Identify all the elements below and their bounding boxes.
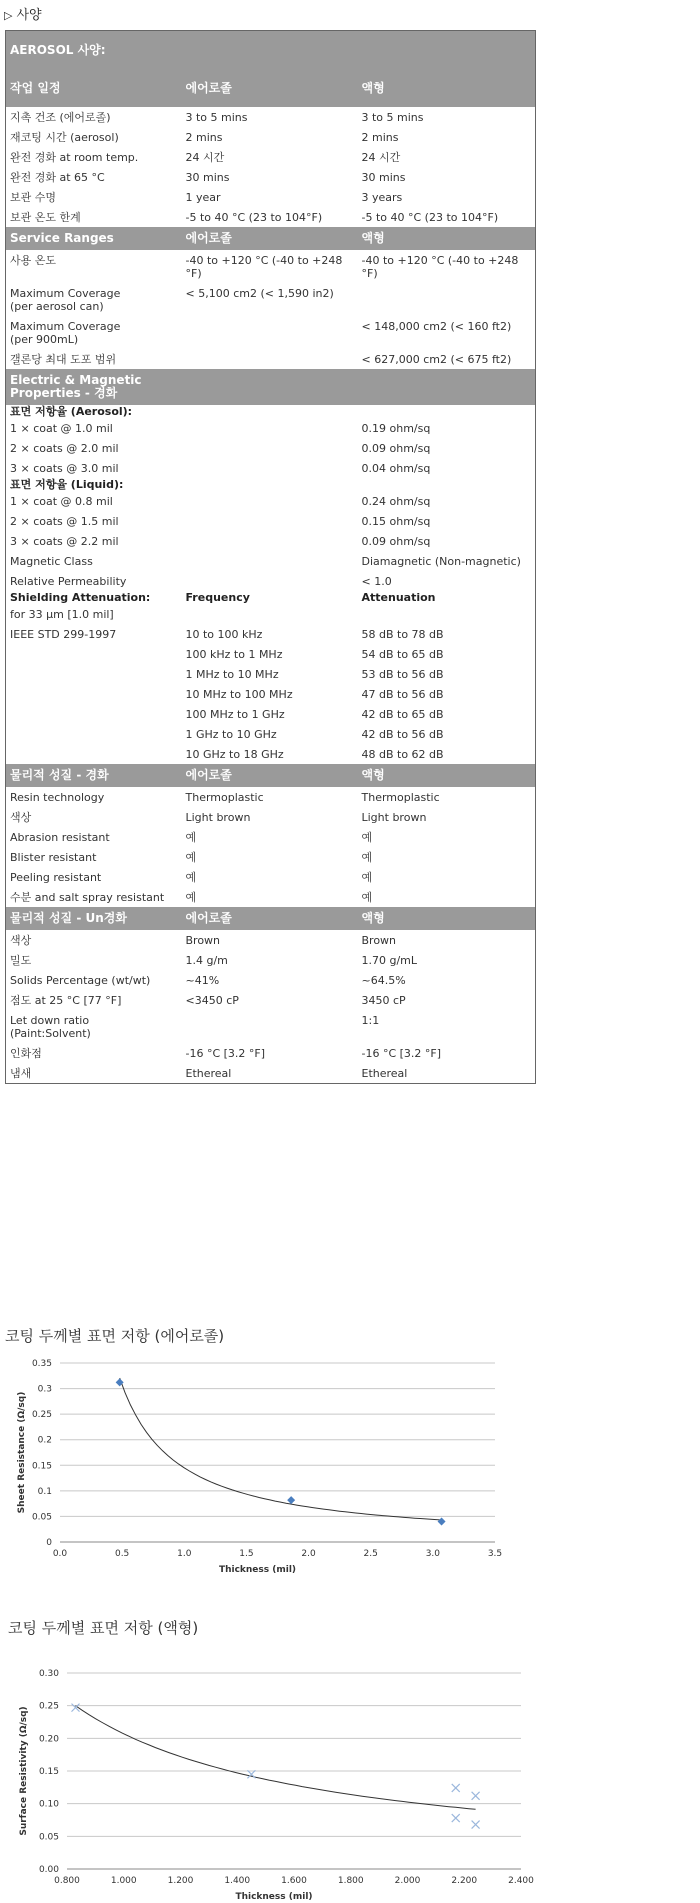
spec-liquid-value: Brown — [361, 934, 397, 947]
y-tick-label: 0.25 — [31, 1410, 52, 1421]
y-tick-label: 0.05 — [31, 1512, 52, 1523]
x-tick-label: 2.000 — [394, 1876, 421, 1886]
spec-label: 점도 at 25 °C [77 °F] — [10, 994, 122, 1007]
spec-aerosol-value: 10 GHz to 18 GHz — [185, 748, 284, 761]
spec-aerosol-value — [182, 438, 358, 458]
y-tick-label: 0.00 — [38, 1865, 59, 1875]
spec-aerosol-value — [182, 31, 358, 70]
x-tick-label: 1.000 — [110, 1876, 137, 1886]
spec-label: Resin technology — [10, 791, 105, 804]
spec-label: 완전 경화 at 65 °C — [10, 171, 105, 184]
spec-aerosol-value: 에어로졸 — [182, 764, 358, 787]
spec-aerosol-value — [182, 405, 358, 418]
spec-label: 색상 — [10, 811, 32, 824]
spec-row — [6, 511, 536, 531]
spec-row — [6, 624, 536, 644]
x-tick-label: 1.400 — [224, 1876, 251, 1886]
spec-label: Peeling resistant — [10, 871, 102, 884]
spec-label: for 33 µm [1.0 mil] — [10, 608, 114, 621]
spec-liquid-value: 42 dB to 56 dB — [361, 728, 444, 741]
spec-aerosol-value: 에어로졸 — [182, 69, 358, 107]
spec-liquid-value: 47 dB to 56 dB — [361, 688, 444, 701]
spec-liquid-value: 2 mins — [361, 131, 399, 144]
spec-aerosol-value — [182, 491, 358, 511]
spec-label: 인화점 — [10, 1047, 42, 1060]
data-point — [287, 1496, 295, 1504]
spec-liquid-value: < 1.0 — [361, 575, 392, 588]
spec-row — [6, 147, 536, 167]
spec-aerosol-value: -16 °C [3.2 °F] — [185, 1047, 266, 1060]
spec-liquid-value: 0.15 ohm/sq — [361, 515, 431, 528]
spec-aerosol-value — [182, 316, 358, 349]
spec-aerosol-value — [182, 531, 358, 551]
section-header-row — [6, 907, 536, 930]
spec-liquid-value: Attenuation — [361, 591, 436, 604]
spec-liquid-value: 0.24 ohm/sq — [361, 495, 431, 508]
data-point — [472, 1821, 480, 1829]
x-tick-label: 1.0 — [177, 1549, 192, 1559]
spec-row — [6, 664, 536, 684]
spec-row — [6, 207, 536, 227]
spec-row — [6, 127, 536, 147]
spec-label — [6, 664, 182, 684]
spec-label: Electric & Magnetic Properties - 경화 — [6, 369, 182, 405]
spec-liquid-value: 예 — [361, 891, 373, 904]
data-point — [452, 1814, 460, 1822]
spec-row — [6, 250, 536, 283]
subsection-row — [6, 405, 536, 418]
y-tick-label: 0.05 — [38, 1832, 59, 1843]
spec-aerosol-value — [182, 551, 358, 571]
spec-row — [6, 167, 536, 187]
x-tick-label: 2.400 — [508, 1876, 534, 1886]
spec-aerosol-value — [182, 349, 358, 369]
spec-liquid-value: 3 years — [361, 191, 403, 204]
spec-label: 보관 수명 — [10, 191, 57, 204]
spec-liquid-value: Light brown — [361, 811, 427, 824]
spec-liquid-value: 53 dB to 56 dB — [361, 668, 444, 681]
spec-label: Relative Permeability — [10, 575, 127, 588]
spec-liquid-value: 예 — [361, 831, 373, 844]
spec-aerosol-value: 1 GHz to 10 GHz — [185, 728, 277, 741]
spec-aerosol-value: Ethereal — [185, 1067, 232, 1080]
x-tick-label: 3.0 — [425, 1549, 441, 1559]
y-tick-label: 0.10 — [38, 1799, 59, 1810]
spec-label: Solids Percentage (wt/wt) — [10, 974, 151, 987]
spec-liquid-value: 1.70 g/mL — [361, 954, 418, 967]
spec-aerosol-value: 10 to 100 kHz — [185, 628, 263, 641]
subsection-row — [6, 478, 536, 491]
x-tick-label: 2.5 — [363, 1549, 378, 1559]
trendline — [76, 1706, 476, 1810]
spec-label: 물리적 성질 - 경화 — [6, 764, 182, 787]
spec-row — [6, 684, 536, 704]
y-tick-label: 0.15 — [31, 1461, 52, 1472]
spec-aerosol-value: 10 MHz to 100 MHz — [185, 688, 293, 701]
spec-liquid-value: 42 dB to 65 dB — [361, 708, 444, 721]
spec-liquid-value — [358, 604, 536, 624]
spec-label — [6, 644, 182, 664]
spec-label: 색상 — [10, 934, 32, 947]
spec-label: 2 × coats @ 2.0 mil — [10, 442, 119, 455]
spec-row — [6, 1010, 536, 1043]
spec-aerosol-value: 예 — [185, 831, 197, 844]
spec-aerosol-value — [182, 511, 358, 531]
spec-aerosol-value — [182, 1010, 358, 1043]
spec-aerosol-value: -40 to +120 °C (-40 to +248 °F) — [185, 254, 343, 280]
spec-liquid-value: 0.04 ohm/sq — [361, 462, 431, 475]
spec-aerosol-value: Brown — [185, 934, 221, 947]
section-header-row — [6, 227, 536, 250]
spec-aerosol-value: < 5,100 cm2 (< 1,590 in2) — [185, 287, 334, 300]
data-point — [452, 1784, 460, 1792]
x-tick-label: 1.600 — [281, 1876, 307, 1886]
spec-liquid-value: Thermoplastic — [361, 791, 440, 804]
spec-aerosol-value: -5 to 40 °C (23 to 104°F) — [185, 211, 323, 224]
spec-aerosol-value — [182, 458, 358, 478]
y-tick-label: 0.25 — [38, 1701, 59, 1712]
spec-liquid-value: 0.09 ohm/sq — [361, 442, 431, 455]
spec-aerosol-value — [182, 571, 358, 591]
spec-liquid-value: 액형 — [358, 69, 536, 107]
spec-label: 물리적 성질 - Un경화 — [6, 907, 182, 930]
spec-liquid-value: 30 mins — [361, 171, 406, 184]
spec-row — [6, 704, 536, 724]
spec-label — [6, 704, 182, 724]
spec-aerosol-value: 2 mins — [185, 131, 223, 144]
spec-toggle[interactable] — [4, 4, 42, 23]
spec-aerosol-value: 에어로졸 — [182, 227, 358, 250]
spec-liquid-value: 3 to 5 mins — [361, 111, 424, 124]
x-tick-label: 0.5 — [114, 1549, 130, 1559]
spec-liquid-value: 액형 — [358, 764, 536, 787]
trendline — [120, 1378, 442, 1520]
spec-label: Maximum Coverage (per aerosol can) — [10, 287, 121, 313]
spec-label: 보관 온도 한계 — [10, 211, 81, 224]
y-tick-label: 0 — [46, 1538, 52, 1548]
spec-liquid-value: < 627,000 cm2 (< 675 ft2) — [361, 353, 512, 366]
spec-aerosol-value — [182, 478, 358, 491]
spec-aerosol-value: 1 MHz to 10 MHz — [185, 668, 279, 681]
spec-label: Shielding Attenuation: — [10, 591, 151, 604]
y-tick-label: 0.3 — [37, 1384, 52, 1395]
spec-liquid-value: 예 — [361, 871, 373, 884]
spec-liquid-value: Diamagnetic (Non-magnetic) — [361, 555, 521, 568]
spec-label: 지촉 건조 (에어로졸) — [10, 111, 111, 124]
spec-liquid-value — [358, 283, 536, 316]
spec-label: 냄새 — [10, 1067, 32, 1080]
spec-row — [6, 807, 536, 827]
section-header-row — [6, 31, 536, 70]
x-axis-title: Thickness (mil) — [218, 1565, 297, 1575]
spec-label: 2 × coats @ 1.5 mil — [10, 515, 119, 528]
x-tick-label: 0.800 — [54, 1876, 80, 1886]
spec-label: Maximum Coverage (per 900mL) — [10, 320, 121, 346]
chart-title-aerosol: 코팅 두께별 표면 저항 (에어로졸) — [5, 1327, 225, 1345]
spec-label — [6, 744, 182, 764]
spec-aerosol-value: 24 시간 — [185, 151, 225, 164]
spec-row — [6, 458, 536, 478]
spec-row — [6, 418, 536, 438]
spec-aerosol-value: <3450 cP — [185, 994, 239, 1007]
spec-row — [6, 787, 536, 807]
x-axis-title: Thickness (mil) — [235, 1892, 313, 1902]
y-tick-label: 0.30 — [38, 1669, 59, 1679]
spec-row — [6, 950, 536, 970]
spec-aerosol-value: 예 — [185, 851, 197, 864]
spec-label: Service Ranges — [6, 227, 182, 250]
spec-aerosol-value — [182, 418, 358, 438]
spec-row — [6, 867, 536, 887]
spec-aerosol-value: 100 kHz to 1 MHz — [185, 648, 283, 661]
y-tick-label: 0.35 — [31, 1359, 52, 1369]
spec-row — [6, 1063, 536, 1084]
section-header-row — [6, 369, 536, 405]
spec-aerosol-value — [182, 369, 358, 405]
spec-liquid-value — [358, 478, 536, 491]
spec-label: 작업 일정 — [6, 69, 182, 107]
spec-liquid-value: 액형 — [358, 227, 536, 250]
spec-aerosol-value: 1.4 g/m — [185, 954, 228, 967]
y-axis-title: Sheet Resistance (Ω/sq) — [17, 1391, 27, 1514]
spec-label: 사용 온도 — [10, 254, 57, 267]
spec-row — [6, 1043, 536, 1063]
x-tick-label: 0.0 — [52, 1549, 68, 1559]
spec-row — [6, 438, 536, 458]
spec-liquid-value — [358, 369, 536, 405]
spec-label: AEROSOL 사양: — [6, 31, 182, 70]
spec-aerosol-value: 100 MHz to 1 GHz — [185, 708, 285, 721]
spec-liquid-value: 0.09 ohm/sq — [361, 535, 431, 548]
spec-label: Magnetic Class — [10, 555, 93, 568]
spec-aerosol-value: Frequency — [185, 591, 250, 604]
section-header-row — [6, 764, 536, 787]
spec-aerosol-value — [182, 604, 358, 624]
spec-row — [6, 107, 536, 127]
spec-row — [6, 744, 536, 764]
x-tick-label: 3.5 — [487, 1549, 503, 1559]
spec-label: 3 × coats @ 2.2 mil — [10, 535, 119, 548]
spec-label: 표면 저항율 (Aerosol): — [10, 405, 133, 418]
spec-liquid-value: 48 dB to 62 dB — [361, 748, 444, 761]
spec-row — [6, 316, 536, 349]
spec-aerosol-value: ~41% — [185, 974, 220, 987]
spec-label: Let down ratio (Paint:Solvent) — [10, 1014, 91, 1040]
spec-row — [6, 644, 536, 664]
spec-aerosol-value: 3 to 5 mins — [185, 111, 248, 124]
x-tick-label: 2.200 — [451, 1876, 478, 1886]
spec-label: 밀도 — [10, 954, 32, 967]
spec-liquid-value: 1:1 — [361, 1014, 380, 1027]
spec-label: 갤론당 최대 도포 범위 — [10, 353, 117, 366]
x-tick-label: 1.200 — [167, 1876, 194, 1886]
x-tick-label: 1.5 — [239, 1549, 254, 1559]
y-tick-label: 0.20 — [38, 1734, 59, 1745]
spec-row — [6, 970, 536, 990]
section-header-row — [6, 69, 536, 107]
spec-liquid-value: ~64.5% — [361, 974, 406, 987]
spec-row — [6, 187, 536, 207]
y-tick-label: 0.2 — [37, 1435, 52, 1446]
x-tick-label: 2.0 — [301, 1549, 316, 1559]
data-point — [438, 1518, 446, 1526]
spec-liquid-value: 액형 — [358, 907, 536, 930]
spec-label: Abrasion resistant — [10, 831, 110, 844]
spec-aerosol-value: Thermoplastic — [185, 791, 264, 804]
spec-aerosol-value: Light brown — [185, 811, 251, 824]
spec-liquid-value: 3450 cP — [361, 994, 406, 1007]
spec-row — [6, 491, 536, 511]
spec-label: 1 × coat @ 0.8 mil — [10, 495, 113, 508]
chart-liquid — [0, 1643, 540, 1902]
spec-aerosol-value: 30 mins — [185, 171, 230, 184]
spec-row — [6, 827, 536, 847]
spec-row — [6, 604, 536, 624]
spec-liquid-value: 58 dB to 78 dB — [361, 628, 444, 641]
spec-label: Blister resistant — [10, 851, 97, 864]
data-point — [472, 1792, 480, 1800]
spec-aerosol-value: 예 — [185, 891, 197, 904]
spec-liquid-value: 54 dB to 65 dB — [361, 648, 444, 661]
spec-liquid-value: -5 to 40 °C (23 to 104°F) — [361, 211, 499, 224]
spec-label: 완전 경화 at room temp. — [10, 151, 139, 164]
spec-row — [6, 887, 536, 907]
spec-row — [6, 847, 536, 867]
chart-aerosol — [0, 1350, 520, 1600]
spec-row — [6, 283, 536, 316]
y-tick-label: 0.15 — [38, 1767, 59, 1777]
spec-label: IEEE STD 299-1997 — [10, 628, 117, 641]
spec-table — [5, 30, 536, 1084]
spec-label: 3 × coats @ 3.0 mil — [10, 462, 119, 475]
spec-toggle-label: 사양 — [16, 8, 42, 23]
spec-liquid-value: < 148,000 cm2 (< 160 ft2) — [361, 320, 512, 333]
spec-row — [6, 531, 536, 551]
y-tick-label: 0.1 — [37, 1486, 52, 1497]
spec-liquid-value: -40 to +120 °C (-40 to +248 °F) — [361, 254, 519, 280]
spec-liquid-value — [358, 405, 536, 418]
spec-liquid-value: -16 °C [3.2 °F] — [361, 1047, 442, 1060]
spec-liquid-value: 0.19 ohm/sq — [361, 422, 431, 435]
spec-liquid-value: Ethereal — [361, 1067, 408, 1080]
chart-title-liquid: 코팅 두께별 표면 저항 (액형) — [8, 1619, 199, 1637]
spec-row — [6, 551, 536, 571]
spec-label: 수분 and salt spray resistant — [10, 891, 165, 904]
spec-row — [6, 724, 536, 744]
x-tick-label: 1.800 — [337, 1876, 364, 1886]
spec-aerosol-value: 예 — [185, 871, 197, 884]
spec-liquid-value: 예 — [361, 851, 373, 864]
spec-label — [6, 724, 182, 744]
spec-row — [6, 930, 536, 950]
spec-label: 표면 저항율 (Liquid): — [10, 478, 124, 491]
spec-liquid-value — [358, 31, 536, 70]
spec-label: 1 × coat @ 1.0 mil — [10, 422, 113, 435]
spec-aerosol-value: 1 year — [185, 191, 221, 204]
y-axis-title: Surface Resistivity (Ω/sq) — [19, 1706, 29, 1836]
spec-row — [6, 571, 536, 591]
subsection-row — [6, 591, 536, 604]
spec-liquid-value: 24 시간 — [361, 151, 401, 164]
spec-label: 재코팅 시간 (aerosol) — [10, 131, 119, 144]
spec-row — [6, 349, 536, 369]
spec-label — [6, 684, 182, 704]
spec-row — [6, 990, 536, 1010]
triangle-right-icon: ▷ — [4, 9, 13, 22]
spec-aerosol-value: 에어로졸 — [182, 907, 358, 930]
